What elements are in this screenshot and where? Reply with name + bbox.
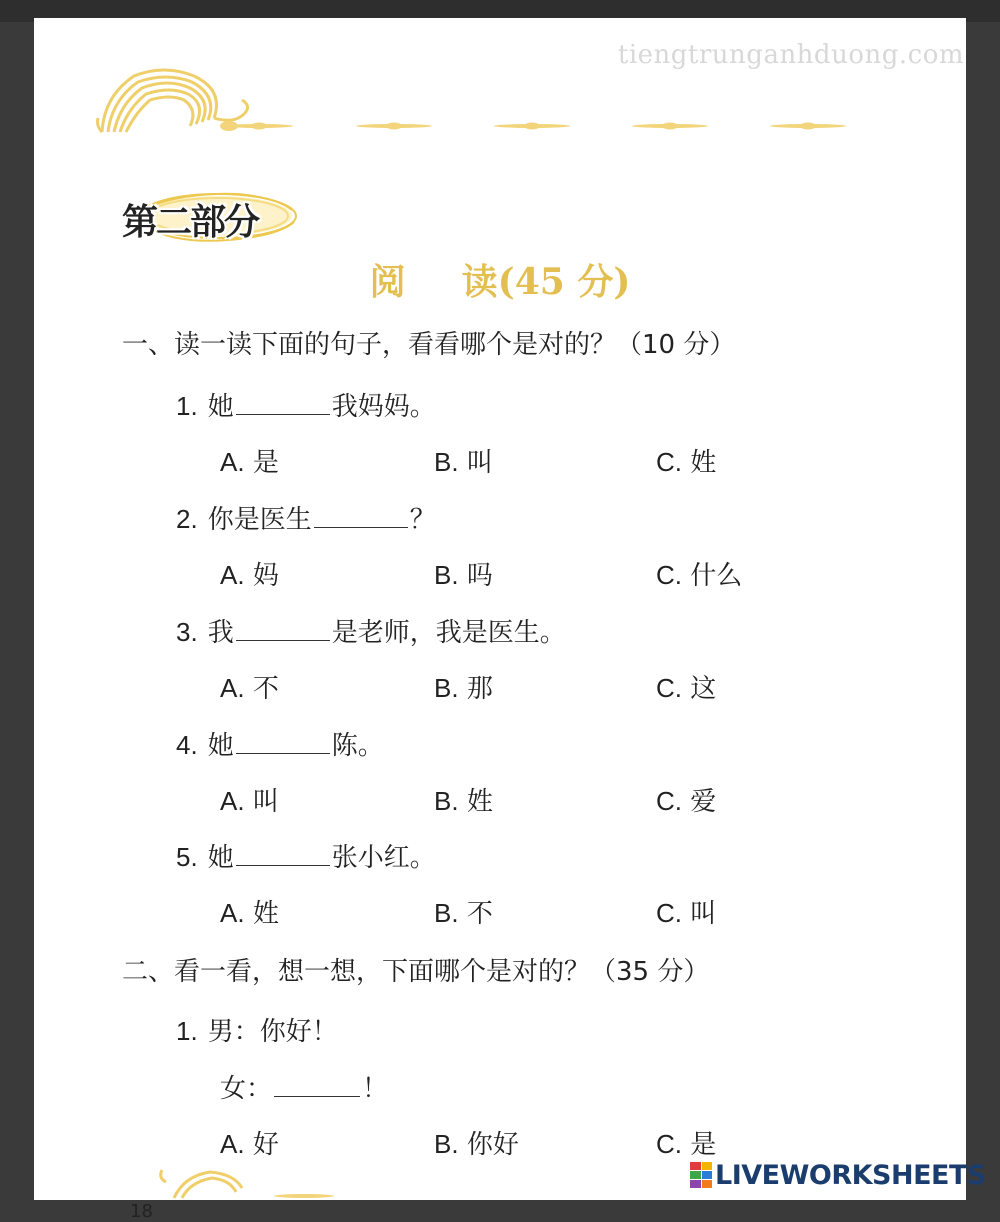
option-text: 妈 [252,561,279,591]
question-3 [176,612,566,649]
option-letter: A. [220,898,245,928]
option-text: 姓 [690,448,717,478]
option-letter: A. [220,1129,245,1159]
option-c[interactable] [656,893,716,930]
question-5 [176,837,436,874]
question-text-before: 她 [207,731,234,761]
question-number: 1. [176,1016,198,1046]
option-letter: A. [220,447,245,477]
option-letter: C. [656,1129,682,1159]
section-badge [118,186,318,256]
option-c[interactable] [656,781,716,818]
option-a[interactable] [220,1124,279,1161]
answer-blank[interactable] [236,843,330,866]
option-letter: B. [434,1129,459,1159]
question-number: 4. [176,730,198,760]
question-text-after: 我妈妈。 [331,392,436,422]
reading-title [34,254,966,305]
option-text: 好 [252,1130,279,1160]
option-a[interactable] [220,781,279,818]
option-text: 什么 [690,561,743,591]
option-b[interactable] [434,668,493,705]
dialogue-line-2 [220,1068,388,1105]
question-4 [176,725,384,762]
option-text: 吗 [466,561,493,591]
dialogue-line-1: 男：你好！ [207,1017,338,1047]
question-text-after: ？ [409,505,436,535]
option-letter: B. [434,673,459,703]
part2-question-1 [176,1011,338,1048]
part1-heading: 一、读一读下面的句子，看看哪个是对的？（10 分） [122,330,736,360]
option-letter: C. [656,560,682,590]
question-text-before: 你是医生 [207,505,312,535]
question-text-after: 陈。 [331,731,384,761]
option-b[interactable] [434,442,493,479]
answer-blank[interactable] [274,1074,360,1097]
question-text-before: 她 [207,392,234,422]
question-2 [176,499,436,536]
option-letter: C. [656,898,682,928]
question-text-after: 是老师，我是医生。 [331,618,566,648]
answer-blank[interactable] [236,618,330,641]
option-text: 姓 [252,899,279,929]
option-b[interactable] [434,555,493,592]
option-text: 是 [690,1130,717,1160]
option-a[interactable] [220,893,279,930]
option-text: 姓 [466,787,493,817]
bottom-ornament-icon [154,1168,394,1200]
reading-title-score: (45 分) [497,261,631,303]
option-letter: B. [434,447,459,477]
option-letter: B. [434,898,459,928]
question-number: 2. [176,504,198,534]
option-c[interactable] [656,555,742,592]
option-text: 这 [690,674,717,704]
question-1 [176,386,436,423]
option-letter: A. [220,786,245,816]
option-c[interactable] [656,668,716,705]
question-text-before: 我 [207,618,234,648]
option-text: 你好 [466,1130,519,1160]
watermark-text: tiengtrunganhduong.com [617,40,964,70]
top-ornament-icon [94,66,894,166]
option-letter: A. [220,560,245,590]
option-text: 叫 [466,448,493,478]
reading-title-word2: 读 [461,261,498,303]
option-b[interactable] [434,893,493,930]
question-number: 5. [176,842,198,872]
answer-blank[interactable] [236,731,330,754]
option-c[interactable] [656,442,716,479]
option-b[interactable] [434,1124,519,1161]
dialogue-speaker: 女： [220,1074,273,1104]
option-text: 是 [252,448,279,478]
question-text-after: 张小红。 [331,843,436,873]
question-number: 1. [176,391,198,421]
option-a[interactable] [220,442,279,479]
option-letter: A. [220,673,245,703]
section-badge-label: 第二部分 [122,202,259,243]
option-text: 不 [252,674,279,704]
option-a[interactable] [220,555,279,592]
worksheet-page [34,18,966,1222]
page-number: 18 [130,1201,153,1222]
option-a[interactable] [220,668,279,705]
reading-title-word1: 阅 [369,261,406,303]
option-c[interactable] [656,1124,716,1161]
option-letter: B. [434,786,459,816]
question-text-before: 她 [207,843,234,873]
answer-blank[interactable] [236,392,330,415]
answer-blank[interactable] [314,505,408,528]
question-number: 3. [176,617,198,647]
option-text: 那 [466,674,493,704]
option-text: 不 [466,899,493,929]
brand-name: LIVEWORKSHEETS [715,1159,986,1191]
option-letter: C. [656,447,682,477]
option-letter: C. [656,786,682,816]
option-letter: B. [434,560,459,590]
liveworksheets-brand [690,1158,986,1192]
option-text: 叫 [690,899,717,929]
liveworksheets-logo-icon [690,1162,712,1188]
option-text: 爱 [690,787,717,817]
option-b[interactable] [434,781,493,818]
part2-heading: 二、看一看，想一想，下面哪个是对的？（35 分） [122,957,710,987]
dialogue-end: ！ [362,1074,389,1104]
option-letter: C. [656,673,682,703]
option-text: 叫 [252,787,279,817]
